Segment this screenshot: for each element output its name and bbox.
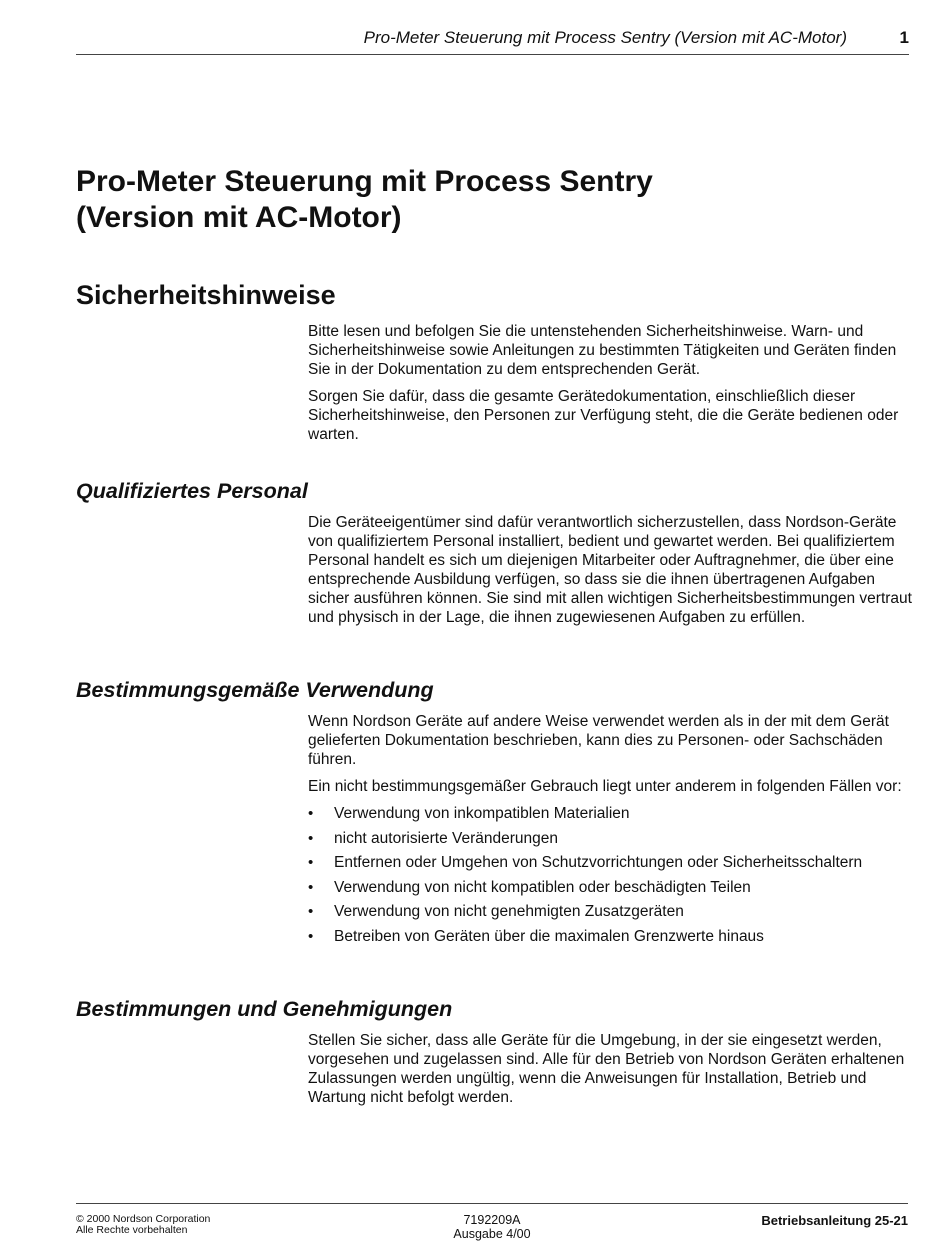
footer-copyright: © 2000 Nordson Corporation: [76, 1213, 211, 1225]
bullet-icon: •: [308, 854, 314, 871]
footer-part-number: 7192209A: [463, 1213, 521, 1227]
safety-paragraph-2: Sorgen Sie dafür, dass die gesamte Gerätedokumentation, einschließlich dieser Sicherheitshinweise, den Personen zur Verfügung steht, die die Geräte bedienen oder warten.: [308, 388, 899, 443]
qualified-personnel-body: [308, 513, 913, 635]
bullet-icon: •: [308, 878, 314, 896]
subsection-heading-intended-use: Bestimmungsgemäße Verwendung: [76, 678, 434, 702]
document-title-line-2: (Version mit AC-Motor): [76, 201, 402, 234]
regulations-body: [308, 1031, 913, 1115]
page-footer: [76, 1203, 908, 1242]
bullet-icon: •: [308, 903, 314, 920]
subsection-heading-regulations: Bestimmungen und Genehmigungen: [76, 997, 453, 1021]
document-title: [76, 164, 896, 236]
list-item: • Verwendung von nicht genehmigten Zusatzgeräten: [308, 903, 684, 920]
intended-use-body: [308, 712, 913, 951]
section-heading-safety: Sicherheitshinweise: [76, 280, 336, 310]
list-item: • Betreiben von Geräten über die maximalen Grenzwerte hinaus: [308, 927, 764, 945]
list-item: • Verwendung von inkompatiblen Materialien: [308, 805, 630, 822]
running-header-title: Pro-Meter Steuerung mit Process Sentry (Version mit AC-Motor): [363, 28, 847, 47]
list-item: • Entfernen oder Umgehen von Schutzvorrichtungen oder Sicherheitsschaltern: [308, 854, 863, 871]
qualified-personnel-paragraph: Die Geräteeigentümer sind dafür verantwortlich sicherzustellen, dass Nordson-Geräte von qualifiziertem Personal installiert, bedient und gewartet werden. Bei qualifiziertem Personal handelt es sich um diejenigen Mitarbeiter oder Auftragnehmer, die über eine entsprechende Ausbildung verfügen, so dass sie die ihnen übertragenen Aufgaben sicher ausführen können. Sie sind mit allen wichtigen Sicherheitsbestimmungen vertraut und physisch in der Lage, die ihnen zugewiesenen Aufgaben zu erfüllen.: [308, 514, 912, 626]
misuse-list: [308, 804, 913, 946]
bullet-icon: •: [308, 927, 314, 945]
subsection-heading-qualified-personnel: Qualifiziertes Personal: [76, 479, 308, 503]
safety-body: [308, 322, 913, 452]
footer-rights: Alle Rechte vorbehalten: [76, 1224, 188, 1236]
intended-use-paragraph-1: Wenn Nordson Geräte auf andere Weise verwendet werden als in der mit dem Gerät gelieferten Dokumentation beschrieben, kann dies zu Personen- oder Sachschäden führen.: [308, 713, 889, 768]
running-header: [76, 26, 909, 55]
bullet-icon: •: [308, 829, 314, 847]
list-item: • Verwendung von nicht kompatiblen oder beschädigten Teilen: [308, 878, 751, 896]
intended-use-paragraph-2: Ein nicht bestimmungsgemäßer Gebrauch liegt unter anderem in folgenden Fällen vor:: [308, 778, 902, 795]
bullet-icon: •: [308, 805, 314, 822]
page-number: 1: [899, 28, 909, 47]
safety-paragraph-1: Bitte lesen und befolgen Sie die untenstehenden Sicherheitshinweise. Warn- und Sicherheitshinweise sowie Anleitungen zu bestimmten Tätigkeiten und Geräten finden Sie in der Dokumentation zu dem entsprechenden Gerät.: [308, 323, 897, 378]
footer-edition: Ausgabe 4/00: [453, 1227, 531, 1241]
document-title-line-1: Pro-Meter Steuerung mit Process Sentry: [76, 165, 653, 198]
footer-manual-reference: Betriebsanleitung 25-21: [761, 1213, 908, 1228]
footer-copyright-block: [76, 1214, 210, 1236]
list-item: • nicht autorisierte Veränderungen: [308, 829, 559, 847]
regulations-paragraph: Stellen Sie sicher, dass alle Geräte für die Umgebung, in der sie eingesetzt werden, vorgesehen und zugelassen sind. Alle für den Betrieb von Nordson Geräten erhaltenen Zulassungen werden ungültig, wenn die Anweisungen für Installation, Betrieb und Wartung nicht befolgt werden.: [308, 1032, 905, 1106]
footer-part-block: [436, 1213, 548, 1241]
